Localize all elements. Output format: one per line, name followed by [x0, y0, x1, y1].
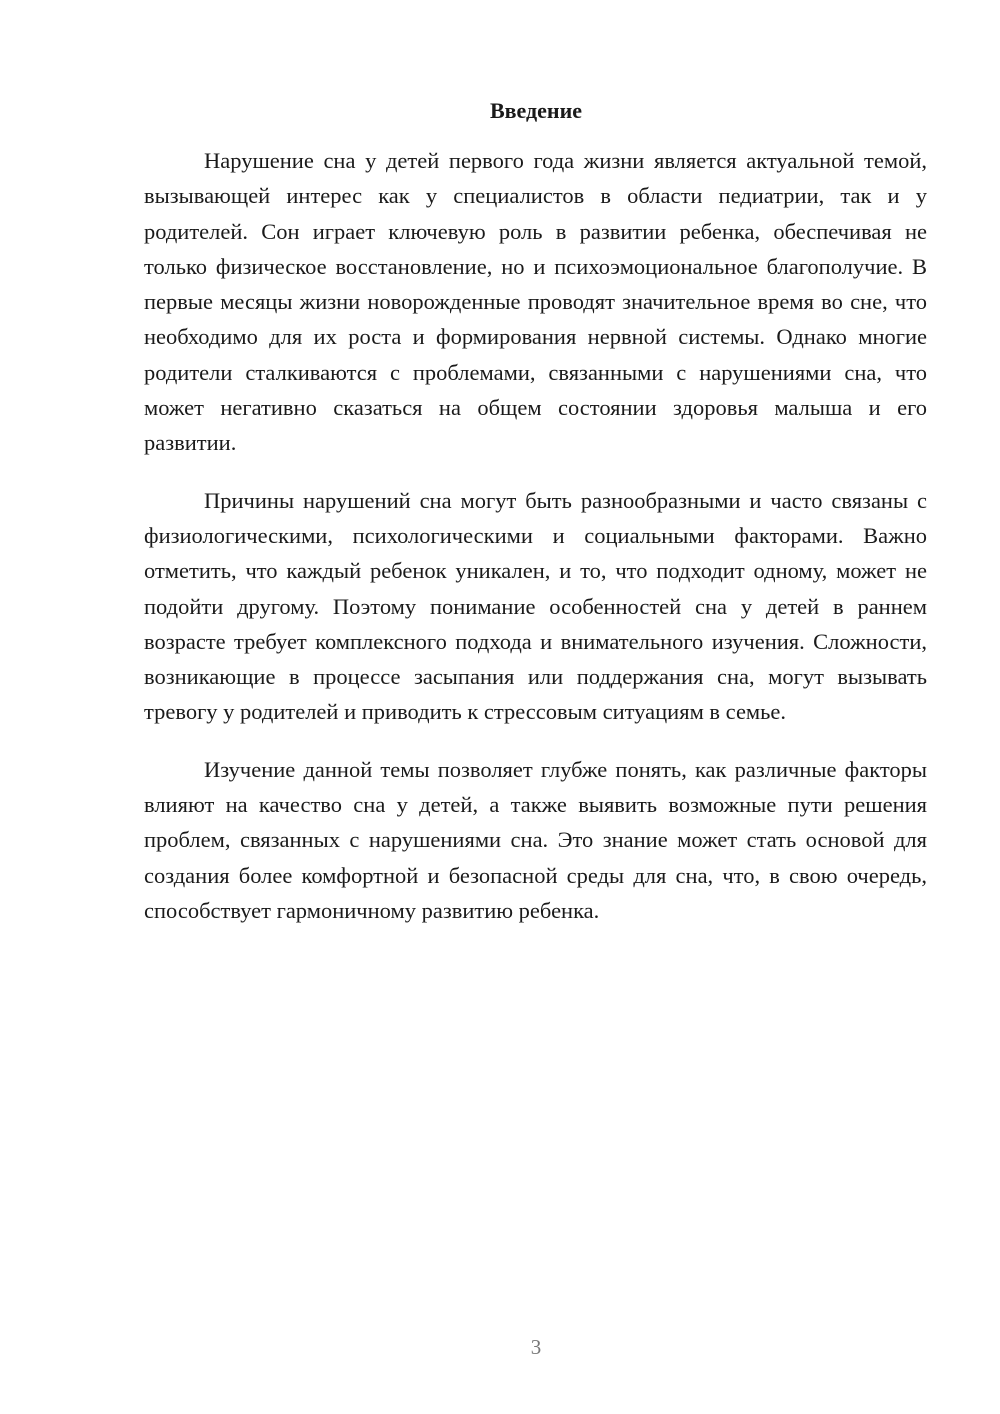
page-number: 3 [530, 1335, 542, 1359]
paragraph-2: Причины нарушений сна могут быть разнообразными и часто связаны с физиологическими, психологическими и социальными факторами. Важно отметить, что каждый ребенок уникален, и то, что подходит одному, может не подойти другому. Поэтому понимание особенностей сна у детей в раннем возрасте требует комплексного подхода и внимательного изучения. Сложности, возникающие в процессе засыпания или поддержания сна, могут вызывать тревогу у родителей и приводить к стрессовым ситуациям в семье. [144, 487, 927, 725]
paragraph-3: Изучение данной темы позволяет глубже понять, как различные факторы влияют на качество сна у детей, а также выявить возможные пути решения проблем, связанных с нарушениями сна. Это знание может стать основой для создания более комфортной и безопасной среды для сна, что, в свою очередь, способствует гармоничному развитию ребенка. [144, 756, 927, 923]
paragraph-1: Нарушение сна у детей первого года жизни является актуальной темой, вызывающей интерес как у специалистов в области педиатрии, так и у родителей. Сон играет ключевую роль в развитии ребенка, обеспечивая не только физическое восстановление, но и психоэмоциональное благополучие. В первые месяцы жизни новорожденные проводят значительное время во сне, что необходимо для их роста и формирования нервной системы. Однако многие родители сталкиваются с проблемами, связанными с нарушениями сна, что может негативно сказаться на общем состоянии здоровья малыша и его развитии. [144, 148, 927, 456]
section-title: Введение [489, 98, 583, 123]
body-text [144, 143, 927, 950]
